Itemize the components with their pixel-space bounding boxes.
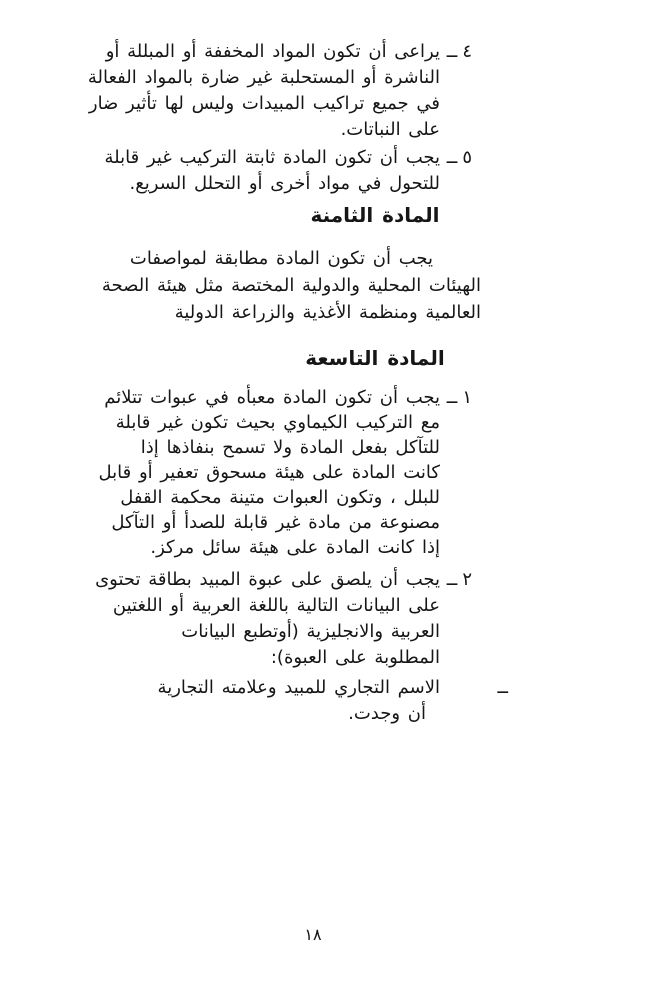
text-line: على البيانات التالية باللغة العربية أو اللغتين	[112, 595, 440, 616]
text-line: يراعى أن تكون المواد المخففة أو المبللة أو	[105, 41, 440, 62]
list-item-4	[88, 39, 440, 143]
paragraph-line: العالمية ومنظمة الأغذية والزراعة الدولية	[174, 302, 481, 323]
paragraph-line: يجب أن تكون المادة مطابقة لمواصفات	[129, 248, 433, 269]
text-line: للتحول في مواد أخرى أو التحلل السريع.	[129, 173, 440, 194]
marker-dash: ــ	[497, 677, 508, 698]
list-item-1	[99, 385, 441, 560]
marker-dash: ــ	[446, 387, 458, 408]
text-line: يجب أن يلصق على عبوة المبيد بطاقة تحتوى	[95, 569, 440, 590]
article-8-paragraph	[102, 245, 481, 326]
text-line: الاسم التجاري للمبيد وعلامته التجارية	[157, 677, 440, 698]
paragraph-line: الهيئات المحلية والدولية المختصة مثل هيئة الصحة	[101, 275, 481, 296]
list-item-5	[105, 145, 440, 197]
marker-dash: ــ	[446, 147, 458, 168]
list-item-5-marker	[447, 145, 472, 171]
text-line: أن وجدت.	[348, 703, 426, 724]
text-line: المطلوبة على العبوة):	[270, 647, 440, 668]
item-number: ١	[462, 387, 472, 408]
marker-dash: ــ	[446, 569, 458, 590]
text-line: إذا كانت المادة على هيئة سائل مركز.	[150, 537, 440, 558]
item-number: ٥	[462, 147, 472, 168]
marker-dash: ــ	[446, 41, 458, 62]
text-line: مصنوعة من مادة غير قابلة للصدأ أو التآكل	[111, 512, 440, 533]
list-item-4-marker	[447, 39, 472, 65]
text-line: على النباتات.	[340, 119, 440, 140]
page-number: ١٨	[304, 925, 322, 944]
text-line: يجب أن تكون المادة معبأه في عبوات تتلائم	[104, 387, 440, 408]
article-8-heading: المادة الثامنة	[310, 203, 440, 227]
text-line: العربية والانجليزية (أوتطبع البيانات	[181, 621, 440, 642]
item-number: ٤	[462, 41, 472, 62]
text-line: يجب أن تكون المادة ثابتة التركيب غير قابلة	[104, 147, 440, 168]
sub-item-marker	[497, 675, 508, 701]
list-item-2-marker	[447, 567, 472, 593]
text-line: كانت المادة على هيئة مسحوق تعفير أو قابل	[98, 462, 440, 483]
text-line: للبلل ، وتكون العبوات متينة محكمة القفل	[120, 487, 440, 508]
text-line: مع التركيب الكيماوي بحيث تكون غير قابلة	[115, 412, 440, 433]
text-line: في جميع تراكيب المبيدات وليس لها تأثير ضار	[88, 93, 440, 114]
sub-list-item	[158, 675, 440, 727]
list-item-1-marker	[447, 385, 472, 411]
text-line: للتآكل بفعل المادة ولا تسمح بنفاذها إذا	[140, 437, 440, 458]
item-number: ٢	[462, 569, 472, 590]
text-line: الناشرة أو المستحلبة غير ضارة بالمواد الفعالة	[87, 67, 440, 88]
list-item-2	[95, 567, 440, 671]
article-9-heading: المادة التاسعة	[305, 346, 445, 370]
